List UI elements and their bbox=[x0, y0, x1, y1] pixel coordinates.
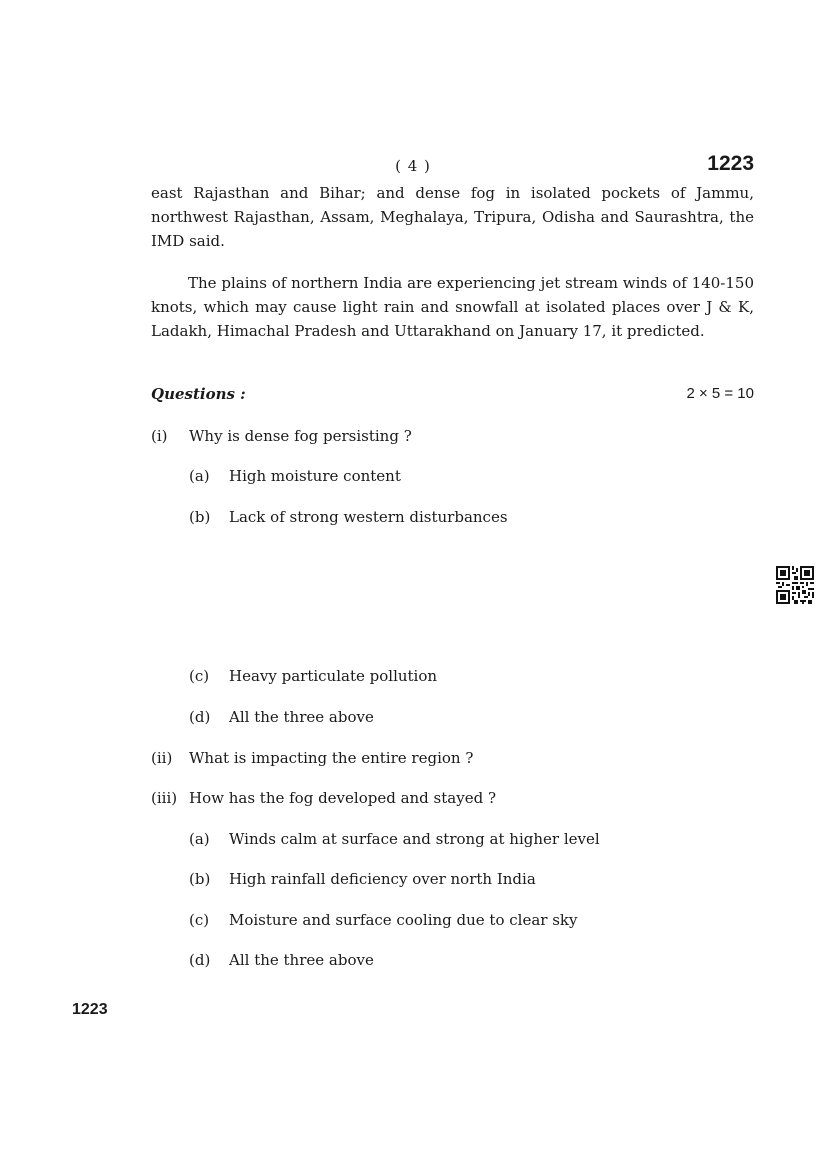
paper-code-bottom: 1223 bbox=[72, 1001, 108, 1018]
paper-code-top: 1223 bbox=[707, 152, 754, 175]
option-text: Heavy particulate pollution bbox=[229, 667, 438, 685]
page-number: ( 4 ) bbox=[395, 157, 431, 175]
option-letter: (b) bbox=[189, 870, 211, 888]
option-letter: (a) bbox=[189, 830, 210, 848]
option-text: Lack of strong western disturbances bbox=[229, 508, 508, 526]
question-number: (i) bbox=[151, 427, 168, 445]
questions-title: Questions : bbox=[151, 385, 246, 403]
option-letter: (c) bbox=[189, 667, 210, 685]
option-text: Winds calm at surface and strong at higher level bbox=[229, 830, 600, 848]
option-letter: (d) bbox=[189, 708, 211, 726]
option-letter: (c) bbox=[189, 911, 210, 929]
qr-code-icon bbox=[776, 566, 814, 604]
option-letter: (a) bbox=[189, 467, 210, 485]
passage-paragraph-1: east Rajasthan and Bihar; and dense fog in isolated pockets of Jammu, northwest Rajasthan, Assam, Meghalaya, Tripura, Odisha and Saurashtra, the IMD said. bbox=[151, 184, 754, 250]
option-text: Moisture and surface cooling due to clear sky bbox=[229, 911, 578, 929]
option-letter: (d) bbox=[189, 951, 211, 969]
option-text: High rainfall deficiency over north India bbox=[229, 870, 536, 888]
question-number: (ii) bbox=[151, 749, 173, 767]
questions-heading bbox=[151, 385, 754, 403]
questions-marks: 2 × 5 = 10 bbox=[686, 385, 754, 402]
option-text: All the three above bbox=[229, 951, 374, 969]
question-text: What is impacting the entire region ? bbox=[189, 749, 474, 767]
option-letter: (b) bbox=[189, 508, 211, 526]
option-text: High moisture content bbox=[229, 467, 401, 485]
passage-paragraph-2: The plains of northern India are experiencing jet stream winds of 140-150 knots, which may cause light rain and snowfall at isolated places over J & K, Ladakh, Himachal Pradesh and Uttarakhand on January 17, it predicted. bbox=[151, 274, 754, 340]
option-text: All the three above bbox=[229, 708, 374, 726]
question-text: How has the fog developed and stayed ? bbox=[189, 789, 496, 807]
question-text: Why is dense fog persisting ? bbox=[189, 427, 412, 445]
question-number: (iii) bbox=[151, 789, 178, 807]
